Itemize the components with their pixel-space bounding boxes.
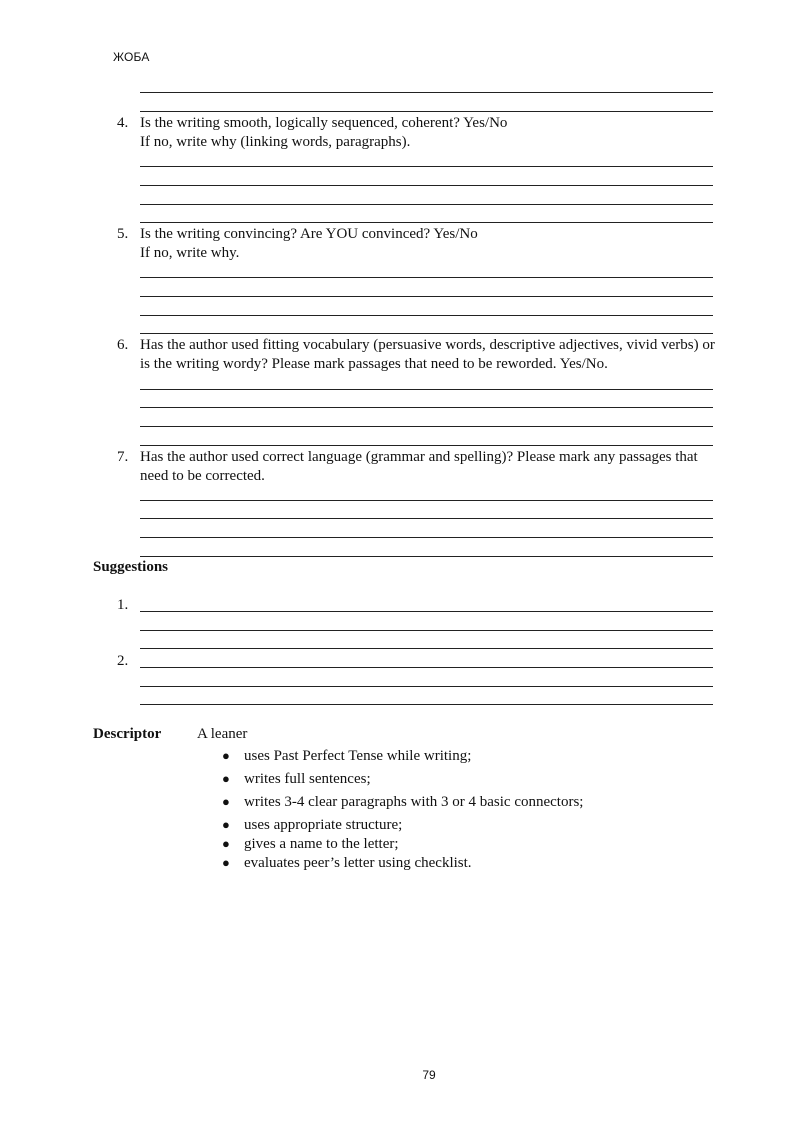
question-7-number: 7. xyxy=(117,449,129,465)
answer-line[interactable] xyxy=(140,648,713,649)
answer-line[interactable] xyxy=(140,630,713,631)
answer-line[interactable] xyxy=(140,426,713,427)
answer-line[interactable] xyxy=(140,686,713,687)
bullet-icon: ● xyxy=(222,794,230,809)
question-6-number: 6. xyxy=(117,337,129,353)
suggestion-1-number: 1. xyxy=(117,597,129,613)
page-header: ЖОБА xyxy=(113,50,150,64)
answer-line[interactable] xyxy=(140,445,713,446)
answer-line[interactable] xyxy=(140,537,713,538)
answer-line[interactable] xyxy=(140,315,713,316)
suggestions-title: Suggestions xyxy=(93,559,169,575)
answer-line[interactable] xyxy=(140,556,713,557)
descriptor-item: ● writes full sentences; xyxy=(222,771,371,787)
descriptor-lead: A leaner xyxy=(197,726,248,742)
question-6-text: Has the author used fitting vocabulary (persuasive words, descriptive adjectives, vivid verbs) or is the writing wordy? Please mark passages that need to be reworded. Yes/No. xyxy=(140,337,715,372)
bullet-icon: ● xyxy=(222,748,230,763)
descriptor-item: ● uses appropriate structure; xyxy=(222,817,403,833)
answer-line[interactable] xyxy=(140,166,713,167)
answer-line[interactable] xyxy=(140,111,713,112)
bullet-icon: ● xyxy=(222,836,230,851)
suggestion-2-number: 2. xyxy=(117,653,129,669)
answer-line[interactable] xyxy=(140,704,713,705)
answer-line[interactable] xyxy=(140,389,713,390)
answer-line[interactable] xyxy=(140,222,713,223)
bullet-icon: ● xyxy=(222,817,230,832)
descriptor-item: ● evaluates peer’s letter using checklist. xyxy=(222,855,472,871)
answer-line[interactable] xyxy=(140,667,713,668)
question-7-text: Has the author used correct language (grammar and spelling)? Please mark any passages that need to be corrected. xyxy=(140,449,698,484)
descriptor-item: ● gives a name to the letter; xyxy=(222,836,399,852)
page-number: 79 xyxy=(422,1068,436,1082)
bullet-icon: ● xyxy=(222,855,230,870)
question-5-subtext: If no, write why. xyxy=(140,245,240,261)
answer-line[interactable] xyxy=(140,500,713,501)
question-5-text: Is the writing convincing? Are YOU convinced? Yes/No xyxy=(140,226,478,242)
question-4-subtext: If no, write why (linking words, paragraphs). xyxy=(140,134,411,150)
bullet-icon: ● xyxy=(222,771,230,786)
descriptor-item: ● writes 3-4 clear paragraphs with 3 or 4 basic connectors; xyxy=(222,794,584,810)
answer-line[interactable] xyxy=(140,611,713,612)
answer-line[interactable] xyxy=(140,92,713,93)
answer-line[interactable] xyxy=(140,296,713,297)
answer-line[interactable] xyxy=(140,518,713,519)
answer-line[interactable] xyxy=(140,333,713,334)
descriptor-label: Descriptor xyxy=(93,726,162,742)
descriptor-item: ● uses Past Perfect Tense while writing; xyxy=(222,748,472,764)
answer-line[interactable] xyxy=(140,185,713,186)
question-4-number: 4. xyxy=(117,115,129,131)
answer-line[interactable] xyxy=(140,204,713,205)
question-4-text: Is the writing smooth, logically sequenced, coherent? Yes/No xyxy=(140,115,508,131)
question-5-number: 5. xyxy=(117,226,129,242)
answer-line[interactable] xyxy=(140,277,713,278)
answer-line[interactable] xyxy=(140,407,713,408)
